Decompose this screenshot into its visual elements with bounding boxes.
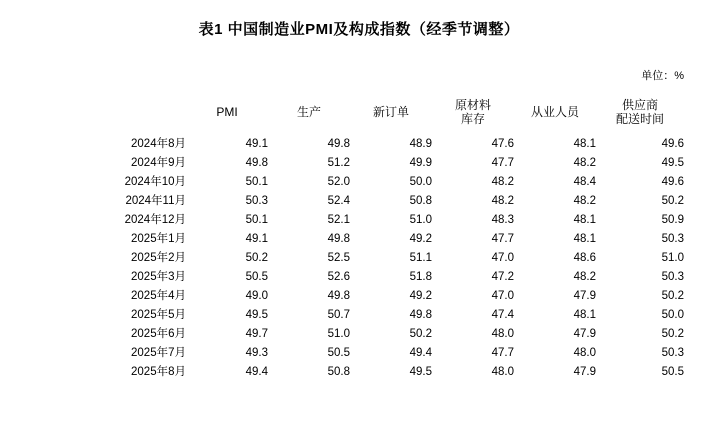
row-label: 2025年7月: [131, 347, 186, 359]
column-header-production-label: 生产: [296, 105, 321, 120]
column-header-supplier-delivery-time-sublabel: 配送时间: [615, 112, 664, 126]
cell-production: 52.0: [327, 176, 350, 188]
cell-production: 49.8: [327, 290, 350, 302]
row-label: 2024年11月: [125, 195, 186, 207]
column-header-production: [268, 91, 350, 135]
cell-supplier-delivery-time: 50.2: [661, 328, 684, 340]
cell-supplier-delivery-time: 50.3: [661, 233, 684, 245]
pmi-table: [34, 91, 684, 382]
column-header-supplier-delivery-time-label: 供应商: [621, 98, 658, 113]
column-header-employment: [514, 91, 596, 135]
cell-supplier-delivery-time: 49.5: [661, 157, 684, 169]
cell-pmi: 49.8: [245, 157, 268, 169]
table-row: [34, 230, 684, 249]
row-label: 2025年3月: [131, 271, 186, 283]
cell-pmi: 50.1: [245, 214, 268, 226]
cell-production: 51.0: [327, 328, 350, 340]
cell-raw-material-inventory: 47.2: [491, 271, 514, 283]
cell-new-orders: 49.4: [409, 347, 432, 359]
table-row: [34, 211, 684, 230]
cell-raw-material-inventory: 48.0: [491, 328, 514, 340]
cell-production: 50.7: [327, 309, 350, 321]
table-row: [34, 249, 684, 268]
column-header-pmi: [186, 91, 268, 135]
cell-raw-material-inventory: 48.0: [491, 366, 514, 378]
cell-pmi: 50.2: [245, 252, 268, 264]
cell-employment: 48.4: [573, 176, 596, 188]
table-header-row: [34, 91, 684, 135]
row-label: 2025年8月: [131, 366, 186, 378]
cell-pmi: 49.1: [245, 138, 268, 150]
table-row: [34, 344, 684, 363]
cell-new-orders: 50.8: [409, 195, 432, 207]
table-row: [34, 135, 684, 154]
cell-raw-material-inventory: 47.0: [491, 290, 514, 302]
cell-pmi: 50.5: [245, 271, 268, 283]
table-corner-cell: [34, 91, 186, 135]
cell-supplier-delivery-time: 50.5: [661, 366, 684, 378]
column-header-raw-material-inventory-sublabel: 库存: [460, 112, 485, 126]
row-label: 2024年10月: [124, 176, 186, 188]
cell-production: 50.5: [327, 347, 350, 359]
cell-new-orders: 48.9: [409, 138, 432, 150]
column-header-pmi-label: PMI: [216, 105, 238, 120]
cell-raw-material-inventory: 48.2: [491, 176, 514, 188]
cell-pmi: 50.3: [245, 195, 268, 207]
column-header-raw-material-inventory: [432, 91, 514, 135]
cell-supplier-delivery-time: 51.0: [661, 252, 684, 264]
column-header-new-orders-label: 新订单: [372, 105, 409, 120]
cell-employment: 48.1: [573, 309, 596, 321]
cell-pmi: 49.7: [245, 328, 268, 340]
column-header-raw-material-inventory-label: 原材料: [454, 98, 491, 113]
cell-new-orders: 51.0: [409, 214, 432, 226]
cell-raw-material-inventory: 47.7: [491, 233, 514, 245]
column-header-new-orders: [350, 91, 432, 135]
cell-raw-material-inventory: 47.4: [491, 309, 514, 321]
column-header-supplier-delivery-time: [596, 91, 684, 135]
cell-pmi: 49.3: [245, 347, 268, 359]
cell-new-orders: 49.5: [409, 366, 432, 378]
page-title: 表1 中国制造业PMI及构成指数（经季节调整）: [198, 21, 520, 38]
cell-employment: 48.2: [573, 195, 596, 207]
cell-pmi: 49.5: [245, 309, 268, 321]
cell-new-orders: 51.8: [409, 271, 432, 283]
table-row: [34, 268, 684, 287]
document-page: [0, 18, 718, 429]
cell-pmi: 50.1: [245, 176, 268, 188]
cell-supplier-delivery-time: 49.6: [661, 138, 684, 150]
table-row: [34, 306, 684, 325]
cell-employment: 47.9: [573, 290, 596, 302]
row-label: 2025年5月: [131, 309, 186, 321]
cell-employment: 47.9: [573, 328, 596, 340]
cell-employment: 48.1: [573, 138, 596, 150]
column-header-employment-label: 从业人员: [530, 105, 579, 120]
table-row: [34, 363, 684, 382]
cell-supplier-delivery-time: 50.0: [661, 309, 684, 321]
table-container: [0, 91, 718, 382]
cell-supplier-delivery-time: 49.6: [661, 176, 684, 188]
cell-new-orders: 49.8: [409, 309, 432, 321]
cell-raw-material-inventory: 47.7: [491, 347, 514, 359]
table-body: [34, 135, 684, 382]
table-row: [34, 192, 684, 211]
row-label: 2025年6月: [131, 328, 186, 340]
cell-employment: 47.9: [573, 366, 596, 378]
cell-production: 52.1: [327, 214, 350, 226]
cell-supplier-delivery-time: 50.9: [661, 214, 684, 226]
cell-employment: 48.6: [573, 252, 596, 264]
table-row: [34, 325, 684, 344]
row-label: 2025年1月: [131, 233, 186, 245]
cell-supplier-delivery-time: 50.2: [661, 195, 684, 207]
cell-raw-material-inventory: 48.3: [491, 214, 514, 226]
cell-employment: 48.1: [573, 233, 596, 245]
row-label: 2024年9月: [131, 157, 186, 169]
row-label: 2024年12月: [124, 214, 186, 226]
cell-pmi: 49.0: [245, 290, 268, 302]
table-row: [34, 173, 684, 192]
cell-employment: 48.1: [573, 214, 596, 226]
cell-new-orders: 50.2: [409, 328, 432, 340]
cell-pmi: 49.1: [245, 233, 268, 245]
cell-new-orders: 49.9: [409, 157, 432, 169]
cell-supplier-delivery-time: 50.2: [661, 290, 684, 302]
cell-supplier-delivery-time: 50.3: [661, 347, 684, 359]
cell-raw-material-inventory: 48.2: [491, 195, 514, 207]
cell-raw-material-inventory: 47.6: [491, 138, 514, 150]
row-label: 2024年8月: [131, 138, 186, 150]
cell-supplier-delivery-time: 50.3: [661, 271, 684, 283]
row-label: 2025年2月: [131, 252, 186, 264]
cell-production: 52.4: [327, 195, 350, 207]
table-row: [34, 287, 684, 306]
cell-raw-material-inventory: 47.7: [491, 157, 514, 169]
cell-pmi: 49.4: [245, 366, 268, 378]
cell-production: 49.8: [327, 138, 350, 150]
row-label: 2025年4月: [131, 290, 186, 302]
cell-production: 52.5: [327, 252, 350, 264]
cell-production: 50.8: [327, 366, 350, 378]
cell-employment: 48.2: [573, 157, 596, 169]
unit-note: 单位：%: [641, 70, 684, 82]
cell-new-orders: 51.1: [409, 252, 432, 264]
cell-employment: 48.0: [573, 347, 596, 359]
cell-raw-material-inventory: 47.0: [491, 252, 514, 264]
cell-new-orders: 49.2: [409, 290, 432, 302]
cell-production: 52.6: [327, 271, 350, 283]
cell-new-orders: 50.0: [409, 176, 432, 188]
table-row: [34, 154, 684, 173]
cell-production: 49.8: [327, 233, 350, 245]
table-head: [34, 91, 684, 135]
cell-new-orders: 49.2: [409, 233, 432, 245]
cell-production: 51.2: [327, 157, 350, 169]
cell-employment: 48.2: [573, 271, 596, 283]
